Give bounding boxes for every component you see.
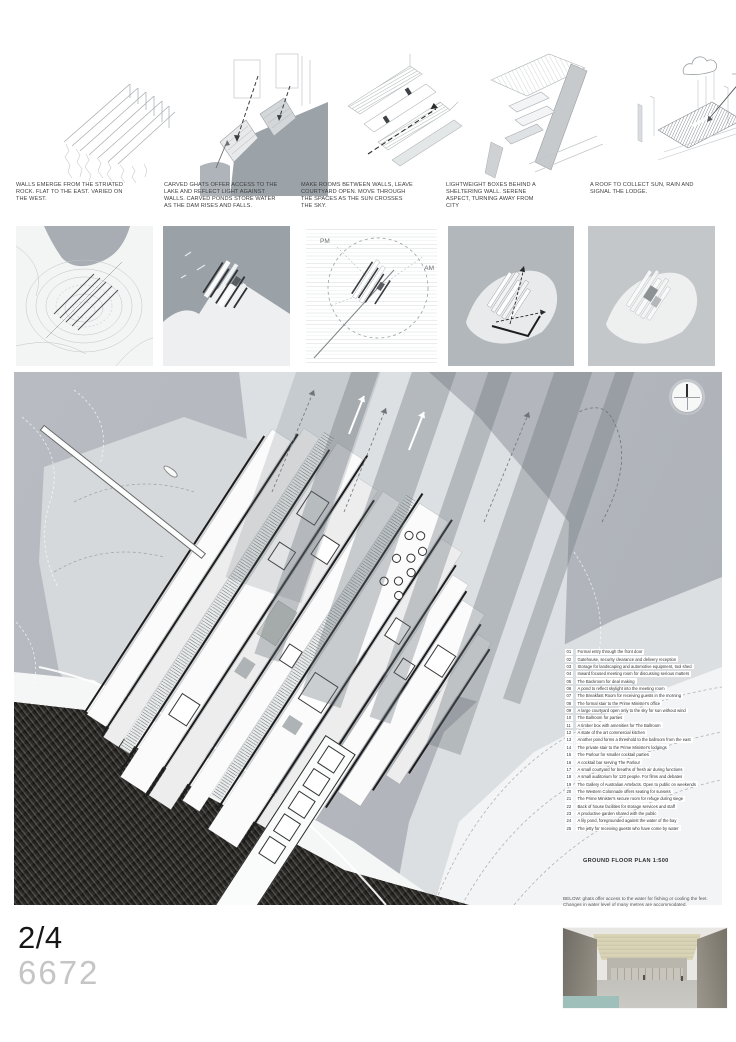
legend-text: The Parlour for smaller cocktail parties — [577, 752, 649, 758]
legend-number: 11 — [565, 722, 573, 728]
legend-row — [565, 751, 722, 758]
diagram-panel-view-aspect — [448, 226, 574, 366]
view-aspect-drawing — [448, 226, 574, 366]
legend-number: 18 — [566, 774, 572, 780]
legend-number: 24 — [566, 818, 572, 824]
concept-sketch-collecting-roof — [628, 46, 736, 196]
entry-code: 6672 — [18, 954, 100, 991]
legend-number: 12 — [566, 730, 572, 736]
cloud-icon — [683, 57, 716, 75]
site-contours-drawing — [16, 226, 153, 366]
legend-number: 17 — [566, 766, 572, 772]
legend-number: 02 — [566, 656, 572, 662]
am-label: AM — [424, 265, 434, 272]
render-right-wall — [697, 928, 727, 1008]
diagram-panel-massing — [588, 226, 715, 366]
render-figure — [643, 975, 645, 980]
legend-row — [565, 663, 722, 670]
legend-row — [565, 773, 722, 780]
caption-roof-collect: A ROOF TO COLLECT SUN, RAIN AND SIGNAL THE LODGE. — [590, 182, 694, 196]
caption-striated-rock: WALLS EMERGE FROM THE STRIATED ROCK. FLAT TO THE EAST. VARIED ON THE WEST. — [16, 182, 124, 203]
below-caption: BELOW: ghats offer access to the water for fishing or cooling the feet. Changes in water level of many metres are accommodated. — [563, 896, 708, 908]
rooms-between-walls-sketch-drawing — [340, 46, 476, 196]
striated-rock-sketch-drawing — [52, 46, 188, 196]
legend-number: 08 — [566, 700, 572, 706]
legend-number: 05 — [566, 678, 572, 684]
lightweight-boxes-sketch-drawing — [485, 46, 615, 196]
caption-rooms-walls: MAKE ROOMS BETWEEN WALLS, LEAVE COURTYARD OPEN. MOVE THROUGH THE SPACES AS THE SUN CROSSES THE SKY. — [301, 182, 413, 210]
legend-text: A productive garden shared with the public — [577, 811, 657, 817]
legend-text: Gatehouse, security clearance and delivery reception — [577, 656, 677, 662]
legend-row — [565, 810, 722, 817]
legend-text: Back of house facilities for storage services and staff — [577, 803, 675, 809]
legend-text: The formal stair to the Prime Minister's office — [577, 700, 661, 706]
carved-ghats-sketch-drawing — [200, 46, 328, 196]
legend-number: 06 — [566, 685, 572, 691]
concept-sketch-rooms-between-walls — [340, 46, 476, 196]
legend-text: Another pond forms a threshold to the ballroom from the east — [577, 737, 691, 743]
legend-number: 09 — [566, 708, 572, 714]
legend-text: The Western Colonnade offers seating for sunsets — [577, 789, 671, 794]
sun-path-drawing — [306, 226, 437, 366]
legend-number: 01 — [566, 649, 572, 655]
legend-number: 20 — [566, 789, 572, 794]
legend-number: 13 — [566, 737, 572, 743]
legend-row — [565, 655, 722, 662]
legend-row — [565, 795, 722, 802]
legend-text: Formal entry through the front door — [577, 649, 643, 655]
legend-number: 22 — [566, 803, 572, 809]
legend-row — [565, 707, 722, 714]
legend-number: 10 — [566, 715, 572, 721]
render-figure — [681, 976, 683, 981]
legend-row — [565, 670, 722, 677]
legend-row — [565, 744, 722, 751]
pm-label: PM — [320, 238, 330, 245]
legend-number: 23 — [566, 811, 572, 817]
legend-text: The Ballroom for parties — [577, 715, 623, 721]
legend-text: Storage for landscaping and automotive equipment, tool shed — [577, 663, 692, 669]
ground-floor-plan — [14, 372, 722, 905]
legend-number: 19 — [566, 781, 572, 787]
sun-icon — [732, 60, 736, 88]
legend-row — [565, 736, 722, 743]
concept-sketch-lightweight-boxes — [485, 46, 615, 196]
render-water — [563, 996, 619, 1008]
legend-row — [565, 685, 722, 692]
legend-number: 07 — [566, 693, 572, 699]
diagram-panel-water-plan — [163, 226, 290, 366]
legend-text: A cocktail bar serving The Parlour — [577, 759, 641, 765]
legend-number: 15 — [566, 752, 572, 758]
legend-row — [565, 692, 722, 699]
legend-row — [565, 758, 722, 765]
legend-row — [565, 714, 722, 721]
legend-row — [565, 766, 722, 773]
legend-text: A state of the art commercial kitchen — [577, 730, 645, 736]
render-colonnade — [611, 968, 683, 980]
legend-text: The Backroom for deal making — [577, 678, 635, 684]
massing-drawing — [588, 226, 715, 366]
legend-row — [565, 677, 722, 684]
legend-row — [565, 648, 722, 655]
legend-text: A lily pond, foregrounded against the water of the bay — [577, 818, 677, 824]
caption-lightweight-box: LIGHTWEIGHT BOXES BEHIND A SHELTERING WALL. SERENE ASPECT, TURNING AWAY FROM CITY — [446, 182, 536, 210]
legend-number: 16 — [566, 759, 572, 765]
legend-row — [565, 729, 722, 736]
legend-number: 14 — [566, 744, 572, 750]
legend-text: A small courtyard for breaths of fresh air during functions — [577, 766, 683, 772]
render-thumbnail — [563, 928, 727, 1008]
diagram-panel-site-contours — [16, 226, 153, 366]
legend-text: The Prime Minister's secure room for refuge during siege — [577, 796, 684, 802]
plan-title: GROUND FLOOR PLAN 1:500 — [583, 858, 669, 864]
legend-text: The Gallery of Australian Artefacts. Open to public on weekends — [577, 781, 696, 787]
concept-sketch-carved-ghats — [200, 46, 328, 196]
legend-text: The private stair to the Prime Minister's lodgings — [577, 744, 667, 750]
legend-row — [565, 700, 722, 707]
legend-text: The jetty for receiving guests who have come by water — [577, 825, 679, 831]
legend-row — [565, 817, 722, 824]
legend-text: A timber box with amenities for The Ballroom — [577, 722, 661, 728]
legend-row — [565, 722, 722, 729]
legend-text: Inward focused meeting room for discussing serious matters — [577, 671, 690, 677]
legend-row — [565, 825, 722, 832]
water-plan-drawing — [163, 226, 290, 366]
render-ceiling — [593, 934, 701, 960]
north-compass-icon — [672, 382, 702, 412]
diagram-panel-sun-path — [306, 226, 437, 366]
legend-number: 21 — [566, 796, 572, 802]
legend-row — [565, 780, 722, 787]
legend-number: 03 — [566, 663, 572, 669]
legend-text: The Breakfast Room for receiving guests in the morning — [577, 693, 682, 699]
caption-carved-ghats: CARVED GHATS OFFER ACCESS TO THE LAKE AND REFLECT LIGHT AGAINST WALLS. CARVED PONDS STORE WATER AS THE DAM RISES AND FALLS. — [164, 182, 278, 210]
collecting-roof-sketch-drawing — [628, 46, 736, 196]
page-number: 2/4 — [18, 920, 63, 955]
plan-legend — [565, 648, 722, 832]
legend-text: A small auditorium for 120 people. For films and debates — [577, 774, 683, 780]
legend-text: A large courtyard open only to the sky for sun without wind — [577, 708, 686, 714]
legend-text: A pond to reflect skylight into the meeting room — [577, 685, 665, 691]
concept-sketch-striated-rock — [52, 46, 188, 196]
legend-row — [565, 803, 722, 810]
legend-number: 25 — [566, 825, 572, 831]
legend-row — [565, 788, 722, 795]
legend-number: 04 — [566, 671, 572, 677]
